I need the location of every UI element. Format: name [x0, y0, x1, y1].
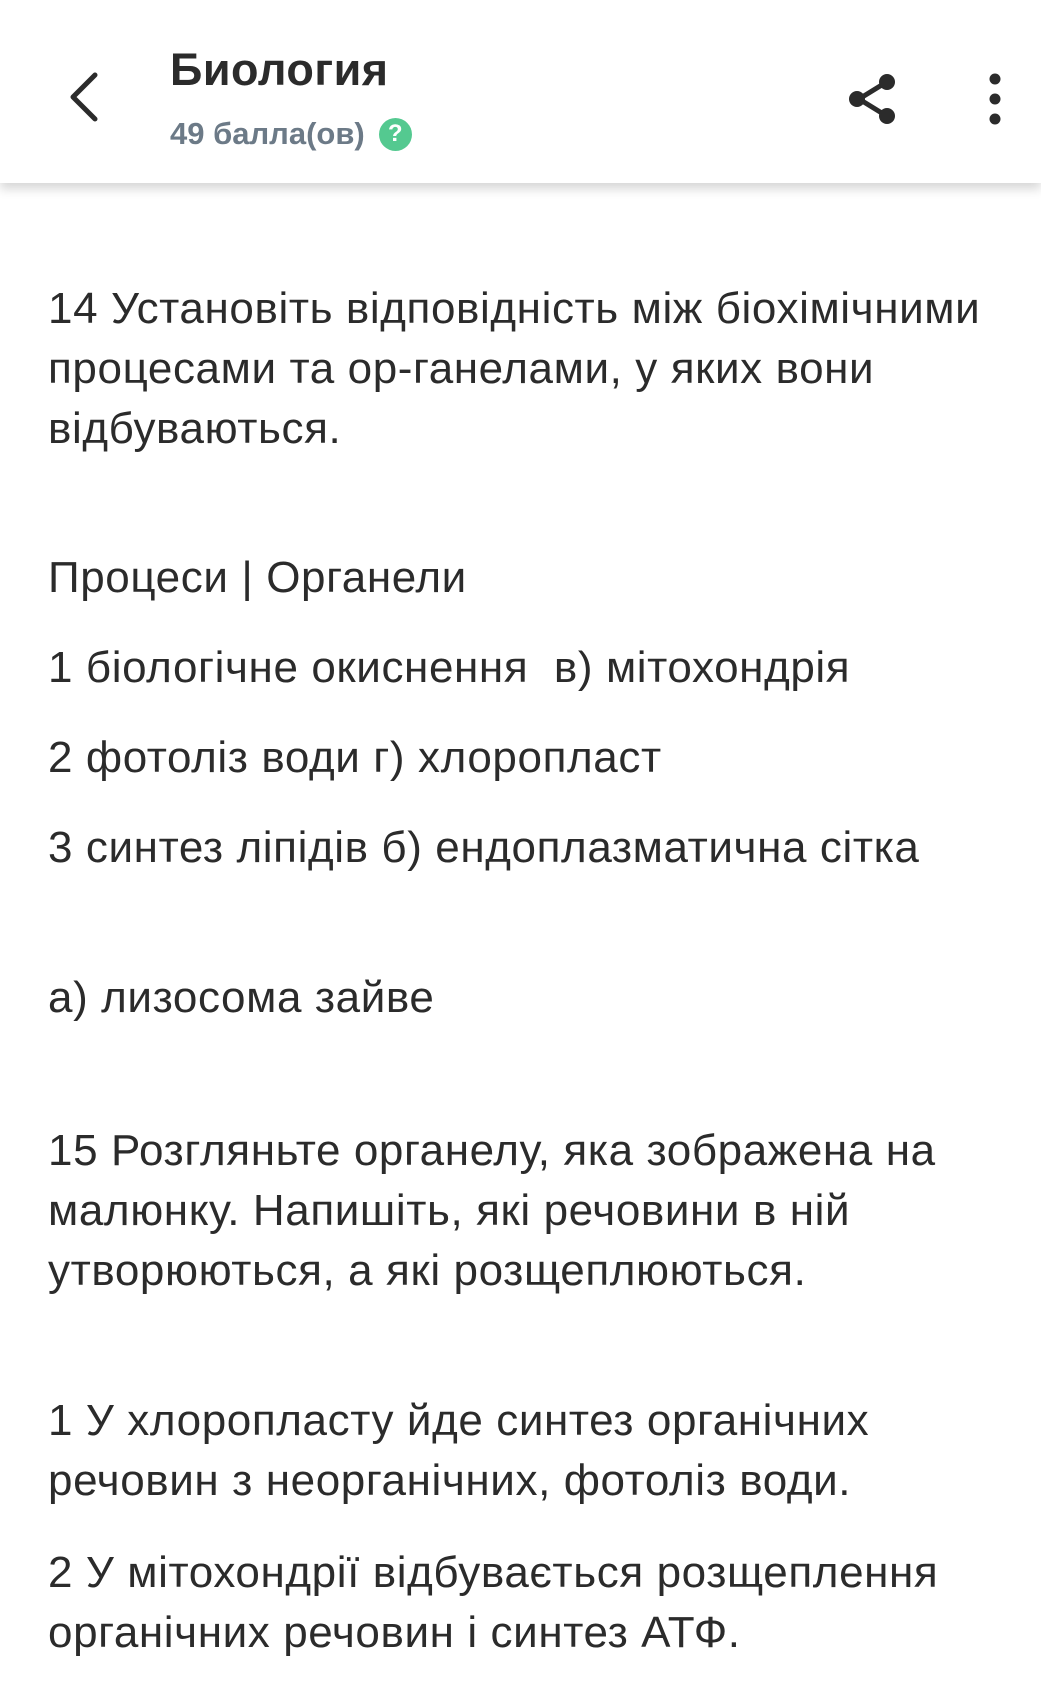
- points-label: 49 балла(ов): [170, 116, 365, 151]
- page-title: Биология: [170, 44, 389, 95]
- help-icon[interactable]: ?: [379, 118, 412, 151]
- share-icon: [845, 71, 901, 127]
- question-14: 14 Установіть відповідність між біохімічними процесами та ор-ганелами, у яких вони відбуваються.: [48, 284, 994, 453]
- chevron-left-icon: [65, 69, 105, 125]
- app-header: [0, 0, 1041, 183]
- match-item-2: 2 фотоліз води г) хлоропласт: [48, 733, 662, 782]
- more-options-button[interactable]: [970, 66, 1020, 132]
- extra-item: а) лизосома зайве: [48, 973, 435, 1022]
- points-row: [170, 116, 412, 152]
- table-header: Процеси | Органели: [48, 553, 467, 602]
- more-vertical-icon: [985, 71, 1005, 127]
- match-item-1: 1 біологічне окиснення в) мітохондрія: [48, 643, 851, 692]
- question-15: 15 Розгляньте органелу, яка зображена на малюнку. Напишіть, які речовини в ній утворюються, а які розщеплюються.: [48, 1126, 949, 1295]
- match-item-3: 3 синтез ліпідів б) ендоплазматична сітка: [48, 823, 920, 872]
- answer-item-2: 2 У мітохондрії відбувається розщеплення органічних речовин і синтез АТФ.: [48, 1548, 952, 1657]
- back-button[interactable]: [50, 62, 120, 132]
- share-button[interactable]: [840, 66, 906, 132]
- answer-item-1: 1 У хлоропласту йде синтез органічних речовин з неорганічних, фотоліз води.: [48, 1396, 883, 1505]
